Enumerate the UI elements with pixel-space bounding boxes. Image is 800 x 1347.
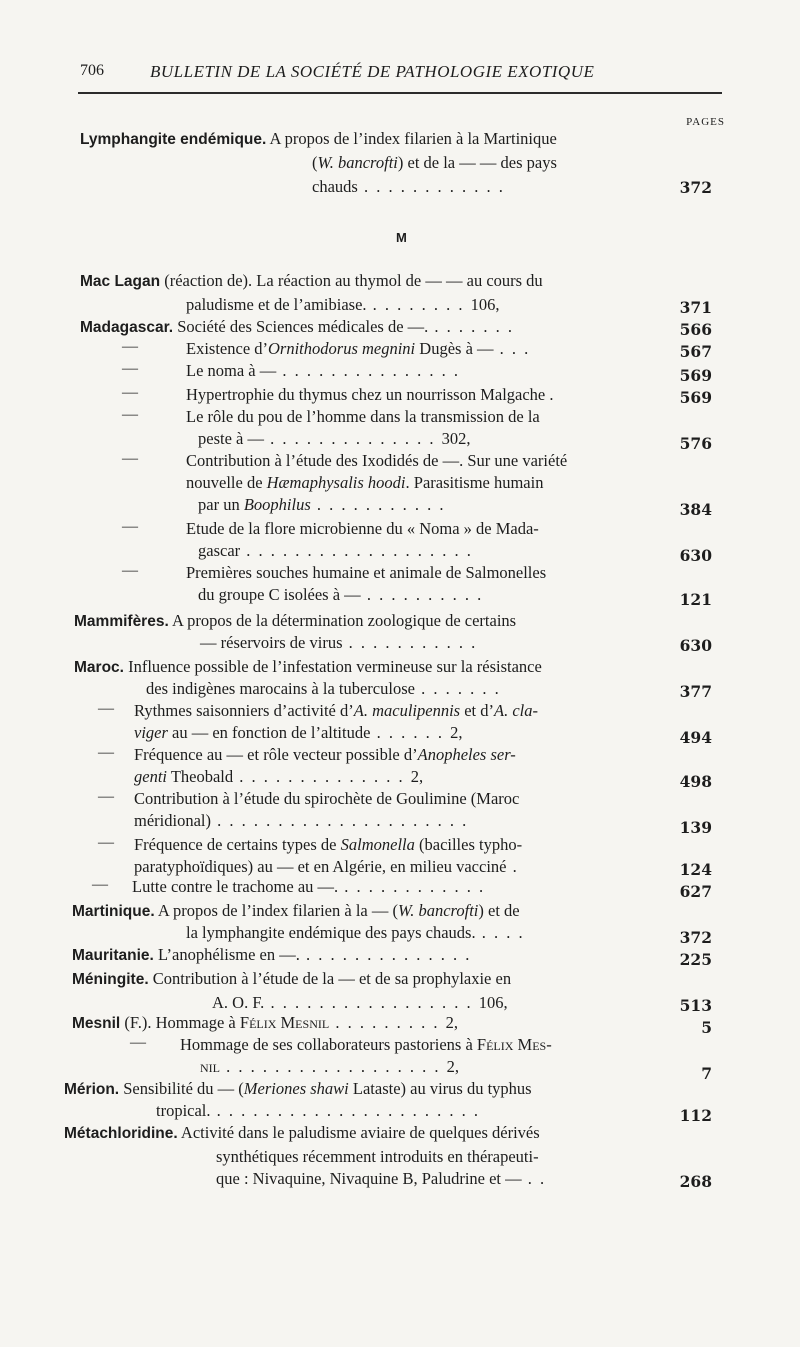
index-term: Madagascar. xyxy=(80,319,174,336)
entry-line: genti Theobald . . . . . . . . . . . . . . 2, xyxy=(134,767,424,786)
pages-column-label: PAGES xyxy=(686,116,725,128)
index-term: Mauritanie. xyxy=(72,947,154,964)
subentry: Le noma à — . . . . . . . . . . . . . . . xyxy=(186,361,461,380)
index-entry-martinique: Martinique. A propos de l’index filarien à la — (W. bancrofti) et de xyxy=(72,901,520,920)
page-reference: 112 xyxy=(679,1106,712,1125)
page-reference: 139 xyxy=(679,818,712,837)
index-term: Mammifères. xyxy=(74,613,169,630)
index-term: Méningite. xyxy=(72,971,149,988)
index-entry-merion: Mérion. Sensibilité du — (Meriones shawi Lataste) au virus du typhus xyxy=(64,1079,532,1098)
subentry: Contribution à l’étude des Ixodidés de —. Sur une variété xyxy=(186,451,568,470)
page-number: 706 xyxy=(80,62,104,79)
page-reference: 225 xyxy=(679,950,712,969)
entry-line: (W. bancrofti) et de la — — des pays xyxy=(312,153,557,172)
index-entry-lymphangite xyxy=(80,128,557,151)
entry-line: synthétiques récemment introduits en thérapeuti- xyxy=(216,1147,539,1166)
entry-line: du groupe C isolées à — . . . . . . . . . . xyxy=(198,585,484,604)
subentry: Premières souches humaine et animale de Salmonelles xyxy=(186,563,547,582)
entry-line: gascar . . . . . . . . . . . . . . . . . . . xyxy=(198,541,473,560)
entry-line: — réservoirs de virus . . . . . . . . . . . xyxy=(200,633,478,652)
entry-line: la lymphangite endémique des pays chauds. . . . . xyxy=(186,923,525,942)
section-letter: M xyxy=(396,230,407,245)
page-reference: 494 xyxy=(679,728,712,747)
page-reference: 569 xyxy=(679,366,712,385)
page-reference: 630 xyxy=(679,636,712,655)
subentry: Hommage de ses collaborateurs pastoriens à Félix Mes- xyxy=(180,1035,552,1054)
page-reference: 630 xyxy=(679,546,712,565)
index-term: Martinique. xyxy=(72,903,155,920)
index-entry-meningite: Méningite. Contribution à l’étude de la — et de sa prophylaxie en xyxy=(72,969,512,988)
entry-line: A. O. F. . . . . . . . . . . . . . . . . . 106, xyxy=(212,993,508,1012)
index-entry-mac-lagan: Mac Lagan (réaction de). La réaction au thymol de — — au cours du xyxy=(80,271,543,290)
entry-line: viger au — en fonction de l’altitude . . . . . . 2, xyxy=(134,723,463,742)
index-term: Mac Lagan xyxy=(80,273,161,290)
subentry: Fréquence au — et rôle vecteur possible d’Anopheles ser- xyxy=(134,745,516,764)
page-reference: 498 xyxy=(679,772,712,791)
page-reference: 513 xyxy=(679,996,712,1015)
subentry: Contribution à l’étude du spirochète de Goulimine (Maroc xyxy=(134,789,520,808)
running-title: BULLETIN DE LA SOCIÉTÉ DE PATHOLOGIE EXOTIQUE xyxy=(150,62,595,81)
entry-line: chauds . . . . . . . . . . . . xyxy=(312,177,505,196)
index-entry-maroc: Maroc. Influence possible de l’infestation vermineuse sur la résistance xyxy=(74,657,542,676)
page-reference: 5 xyxy=(701,1018,712,1037)
index-term: Métachloridine. xyxy=(64,1125,178,1142)
page-reference: 371 xyxy=(679,298,712,317)
subentry: Hypertrophie du thymus chez un nourrisson Malgache . xyxy=(186,385,554,404)
entry-line: paratyphoïdiques) au — et en Algérie, en milieu vacciné . xyxy=(134,857,519,876)
index-entry-mammiferes: Mammifères. A propos de la détermination zoologique de certains xyxy=(74,611,517,630)
page-header xyxy=(80,62,720,92)
entry-line: des indigènes marocains à la tuberculose . . . . . . . xyxy=(146,679,501,698)
page-reference: 569 xyxy=(679,388,712,407)
entry-line: méridional) . . . . . . . . . . . . . . . . . . . . . xyxy=(134,811,469,830)
entry-line: que : Nivaquine, Nivaquine B, Paludrine et — . . xyxy=(216,1169,547,1188)
index-term: Maroc. xyxy=(74,659,124,676)
page-reference: 7 xyxy=(701,1064,712,1083)
entry-line: peste à — . . . . . . . . . . . . . . 302, xyxy=(198,429,471,448)
index-term: Mérion. xyxy=(64,1081,120,1098)
page-reference: 566 xyxy=(679,320,712,339)
page-reference: 372 xyxy=(679,178,712,197)
subentry: Existence d’Ornithodorus megnini Dugès à — . . . xyxy=(186,339,531,358)
page-reference: 567 xyxy=(679,342,712,361)
page-reference: 384 xyxy=(679,500,712,519)
page-reference: 377 xyxy=(679,682,712,701)
page-reference: 268 xyxy=(679,1172,712,1191)
subentry: Le rôle du pou de l’homme dans la transmission de la xyxy=(186,407,540,426)
subentry: Rythmes saisonniers d’activité d’A. maculipennis et d’A. cla- xyxy=(134,701,538,720)
index-entry-metachloridine: Métachloridine. Activité dans le paludisme aviaire de quelques dérivés xyxy=(64,1123,540,1142)
index-term: Mesnil xyxy=(72,1015,121,1032)
entry-line: nouvelle de Hæmaphysalis hoodi. Parasitisme humain xyxy=(186,473,544,492)
document-page: 706 BULLETIN DE LA SOCIÉTÉ DE PATHOLOGIE EXOTIQUE PAGES Lymphangite endémique. A propos de l’index filarien à la Martinique (W. bancrofti) et de la — — des pays chauds . . . . . . . . . . . . 372 M Mac Lagan (réaction de). La réaction au thymol de — — au cours du paludisme et de l’amibiase. . . . . . . . . 106, 371 Madagascar. Société des Sciences médicales de —. . . . . . . . 566 — Existence d’Ornithodorus megnini Dugès à — . . . 567 — Le noma à — . . . . . . . . . . . . . . . 569 — Hypertrophie du thymus chez un nourrisson Malgache . 569 — Le rôle du pou de l’homme dans la transmission de la peste à — . . . . . . . . . . . . . . 302, 576 — Contribution à l’étude des Ixodidés de —. Sur une variété nouvelle de Hæmaphysalis hoodi. Parasitisme humain par un Boophilus . . . . . . . . . . . 384 — Etude de la flore microbienne du « Noma » de Mada- gascar . . . . . . . . . . . . . . . . . . . 630 — Premières souches humaine et animale de Salmonelles du groupe C isolées à — . . . . . . . . . . 121 Mammifères. A propos de la détermination zoologique de certains — réservoirs de virus . . . . . . . . . . . 630 Maroc. Influence possible de l’infestation vermineuse sur la résistance des indigènes marocains à la tuberculose . . . . . . . 377 — Rythmes saisonniers d’activité d’A. maculipennis et d’A. cla- viger au — en fonction de l’altitude . . . . . . 2, 494 — Fréquence au — et rôle vecteur possible d’Anopheles ser- genti Theobald . . . . . . . . . . . . . . 2, 498 — Contribution à l’étude du spirochète de Goulimine (Maroc méridional) . . . . . . . . . . . . . . . . . . . . . 139 — Fréquence de certains types de Salmonella (bacilles typho- paratyphoïdiques) au — et en Algérie, en milieu vacciné . 124 — Lutte contre le trachome au —. . . . . . . . . . . . . 627 Martinique. A propos de l’index filarien à la — (W. bancrofti) et de la lymphangite endémique des pays chauds. . . . . 372 Mauritanie. L’anophélisme en —. . . . . . . . . . . . . . . 225 Méningite. Contribution à l’étude de la — et de sa prophylaxie en A. O. F. . . . . . . . . . . . . . . . . . 106, 513 Mesnil (F.). Hommage à Félix Mesnil . . . . . . . . . 2, 5 — Hommage de ses collaborateurs pastoriens à Félix Mes- nil . . . . . . . . . . . . . . . . . . 2, 7 Mérion. Sensibilité du — (Meriones shawi Lataste) au virus du typhus tropical. . . . . . . . . . . . . . . . . . . . . . . 112 Métachloridine. Activité dans le paludisme aviaire de quelques dérivés synthétiques récemment introduits en thérapeuti- que : Nivaquine, Nivaquine B, Paludrine et — . . 268 xyxy=(64,62,725,1191)
entry-line: paludisme et de l’amibiase. . . . . . . . . 106, xyxy=(186,295,500,314)
page-reference: 124 xyxy=(679,860,712,879)
entry-line: nil . . . . . . . . . . . . . . . . . . 2, xyxy=(200,1057,459,1076)
entry-text: A propos de l’index filarien à la Martinique xyxy=(269,129,557,148)
index-term: Lymphangite endémique. xyxy=(80,131,267,148)
index-entry-mesnil: Mesnil (F.). Hommage à Félix Mesnil . . . . . . . . . 2, xyxy=(72,1013,458,1032)
page-reference: 121 xyxy=(679,590,712,609)
index-entry-mauritanie: Mauritanie. L’anophélisme en —. . . . . . . . . . . . . . . xyxy=(72,945,472,964)
page-reference: 627 xyxy=(679,882,712,901)
page-reference: 372 xyxy=(679,928,712,947)
page-reference: 576 xyxy=(679,434,712,453)
subentry: Lutte contre le trachome au —. . . . . . . . . . . . . xyxy=(132,877,486,896)
header-rule xyxy=(78,92,722,94)
subentry: Etude de la flore microbienne du « Noma » de Mada- xyxy=(186,519,539,538)
subentry: Fréquence de certains types de Salmonella (bacilles typho- xyxy=(134,835,523,854)
entry-line: par un Boophilus . . . . . . . . . . . xyxy=(198,495,446,514)
entry-line: tropical. . . . . . . . . . . . . . . . . . . . . . . xyxy=(156,1101,481,1120)
index-entry-madagascar: Madagascar. Société des Sciences médicales de —. . . . . . . . xyxy=(80,317,515,336)
